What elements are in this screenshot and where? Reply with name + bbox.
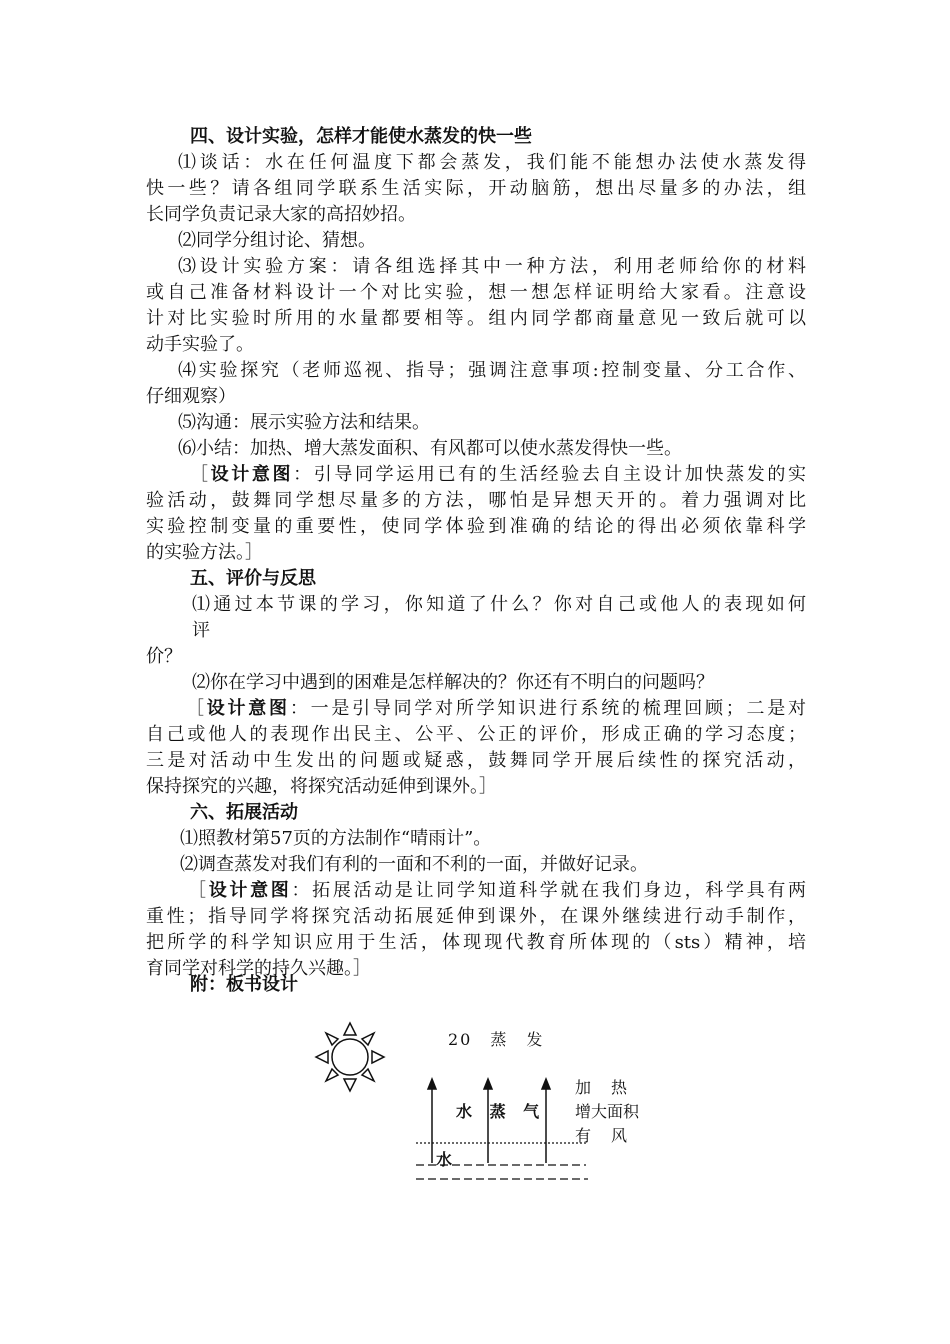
s4-intent-line2: 验活动，鼓舞同学想尽量多的方法，哪怕是异想天开的。着力强调对比 [146, 490, 806, 511]
s5-intent-line4: 保持探究的兴趣，将探究活动延伸到课外。］ [146, 776, 497, 797]
s4-intent-label: 设计意图 [210, 464, 294, 485]
board-vapor-label: 水 蒸 气 [456, 1102, 546, 1121]
s5-intent-text1: 一是引导同学对所学知识进行系统的梳理回顾；二是对 [310, 698, 807, 719]
s4-p5: ⑸沟通：展示实验方法和结果。 [178, 412, 430, 433]
s6-intent-line3: 把所学的科学知识应用于生活，体现现代教育所体现的（sts）精神，培 [146, 932, 806, 953]
s6-p1: ⑴照教材第57页的方法制作“晴雨计”。 [180, 828, 492, 849]
s4-p4-line2: 仔细观察） [146, 386, 236, 407]
board-factor-heat: 加 热 [575, 1078, 630, 1097]
appendix-heading: 附：板书设计 [190, 974, 298, 995]
section6-heading: 六、拓展活动 [190, 802, 298, 823]
s5-intent-line1: ［设计意图：一是引导同学对所学知识进行系统的梳理回顾；二是对 [186, 698, 807, 719]
board-water-label: 水 [436, 1150, 453, 1169]
section5-heading: 五、评价与反思 [190, 568, 316, 589]
s6-p2: ⑵调查蒸发对我们有利的一面和不利的一面，并做好记录。 [180, 854, 648, 875]
s4-p4-line1: ⑷实验探究（老师巡视、指导；强调注意事项:控制变量、分工合作、 [178, 360, 806, 381]
s6-intent-text1: 拓展活动是让同学知道科学就在我们身边，科学具有两 [312, 880, 807, 901]
s4-intent-line4: 的实验方法。］ [146, 542, 263, 563]
s5-intent-label: 设计意图 [206, 698, 290, 719]
s5-p1-line3: 价？ [146, 646, 182, 667]
s4-p3-line2: 或自己准备材料设计一个对比实验，想一想怎样证明给大家看。注意设 [146, 282, 806, 303]
s4-p2: ⑵同学分组讨论、猜想。 [178, 230, 376, 251]
s4-intent-line1: ［设计意图：引导同学运用已有的生活经验去自主设计加快蒸发的实 [190, 464, 807, 485]
s5-p1-line1: ⑴通过本节课的学习，你知道了什么？你对自己或他人的表现如何 [192, 594, 806, 615]
s4-p1-line1: ⑴谈话：水在任何温度下都会蒸发，我们能不能想办法使水蒸发得 [178, 152, 806, 173]
s4-p3-line3: 计对比实验时所用的水量都要相等。组内同学都商量意见一致后就可以 [146, 308, 806, 329]
s4-p3-line1: ⑶设计实验方案：请各组选择其中一种方法，利用老师给你的材料 [178, 256, 806, 277]
s4-intent-text1: 引导同学运用已有的生活经验去自主设计加快蒸发的实 [313, 464, 807, 485]
board-factor-wind: 有 风 [575, 1126, 630, 1145]
s4-p1-line2: 快一些？请各组同学联系生活实际，开动脑筋，想出尽量多的办法，组 [146, 178, 806, 199]
board-diagram [310, 1015, 670, 1195]
s4-intent-line3: 实验控制变量的重要性，使同学体验到准确的结论的得出必须依靠科学 [146, 516, 806, 537]
s5-p2: ⑵你在学习中遇到的困难是怎样解决的？你还有不明白的问题吗？ [192, 672, 714, 693]
s4-p1-line3: 长同学负责记录大家的高招妙招。 [146, 204, 416, 225]
board-title: 20 蒸 发 [448, 1030, 545, 1049]
s5-intent-line2: 自己或他人的表现作出民主、公平、公正的评价，形成正确的学习态度； [146, 724, 806, 745]
s6-intent-label: 设计意图 [208, 880, 292, 901]
s5-p1-line2: 评 [192, 620, 210, 641]
sun-icon [316, 1023, 384, 1091]
s6-intent-line4: 育同学对科学的持久兴趣。］ [146, 958, 371, 979]
board-factor-area: 增大面积 [575, 1102, 640, 1121]
s5-intent-line3: 三是对活动中生发出的问题或疑惑，鼓舞同学开展后续性的探究活动， [146, 750, 806, 771]
s6-intent-line2: 重性；指导同学将探究活动拓展延伸到课外，在课外继续进行动手制作， [146, 906, 806, 927]
s6-intent-line1: ［设计意图：拓展活动是让同学知道科学就在我们身边，科学具有两 [188, 880, 807, 901]
s4-p3-line4: 动手实验了。 [146, 334, 254, 355]
s4-p6: ⑹小结：加热、增大蒸发面积、有风都可以使水蒸发得快一些。 [178, 438, 682, 459]
section4-heading: 四、设计实验，怎样才能使水蒸发的快一些 [190, 126, 532, 147]
